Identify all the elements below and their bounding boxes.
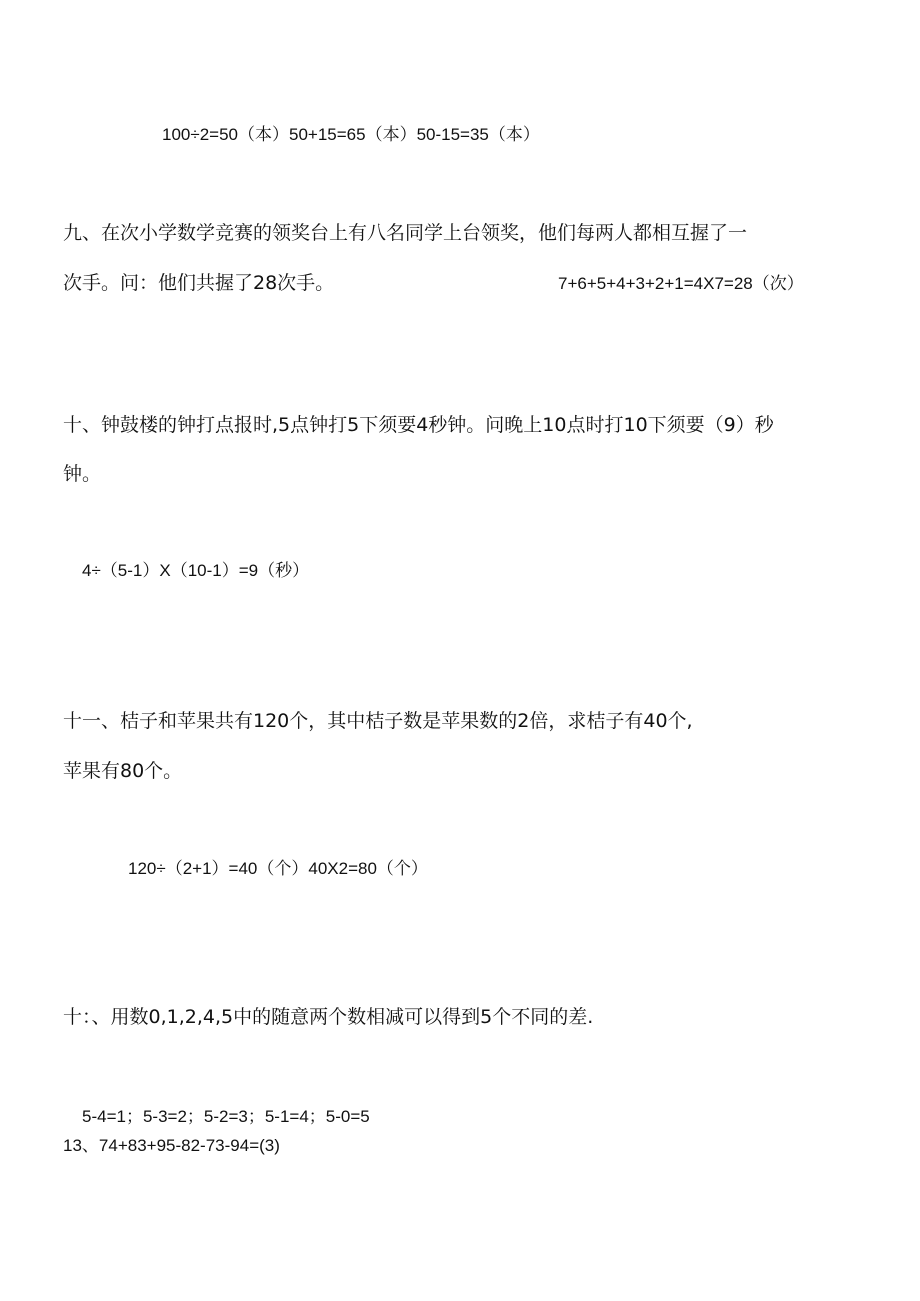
problem-9-line-2: 次手。问：他们共握了28次手。 — [63, 272, 335, 294]
answer-line-10: 4÷（5-1）X（10-1）=9（秒） — [82, 561, 310, 580]
problem-10-line-2: 钟。 — [63, 463, 102, 485]
problem-9-line-1: 九、在次小学数学竞赛的领奖台上有八名同学上台领奖，他们每两人都相互握了一 — [63, 222, 748, 244]
answer-line-12: 5-4=1；5-3=2；5-2=3；5-1=4；5-0=5 — [82, 1107, 370, 1126]
problem-12-line-1: 十：、用数0,1,2,4,5中的随意两个数相减可以得到5个不同的差. — [63, 1006, 594, 1028]
answer-line-11: 120÷（2+1）=40（个）40X2=80（个） — [128, 859, 428, 878]
answer-line-9: 7+6+5+4+3+2+1=4X7=28（次） — [558, 274, 804, 293]
problem-11-line-2: 苹果有80个。 — [63, 760, 183, 782]
answer-line-8: 100÷2=50（本）50+15=65（本）50-15=35（本） — [162, 125, 540, 144]
problem-10-line-1: 十、钟鼓楼的钟打点报时,5点钟打5下须要4秒钟。问晚上10点时打10下须要（9）秒 — [63, 414, 774, 436]
problem-13-line: 13、74+83+95-82-73-94=(3) — [63, 1136, 280, 1155]
problem-11-line-1: 十一、桔子和苹果共有120个，其中桔子数是苹果数的2倍，求桔子有40个, — [63, 710, 693, 732]
